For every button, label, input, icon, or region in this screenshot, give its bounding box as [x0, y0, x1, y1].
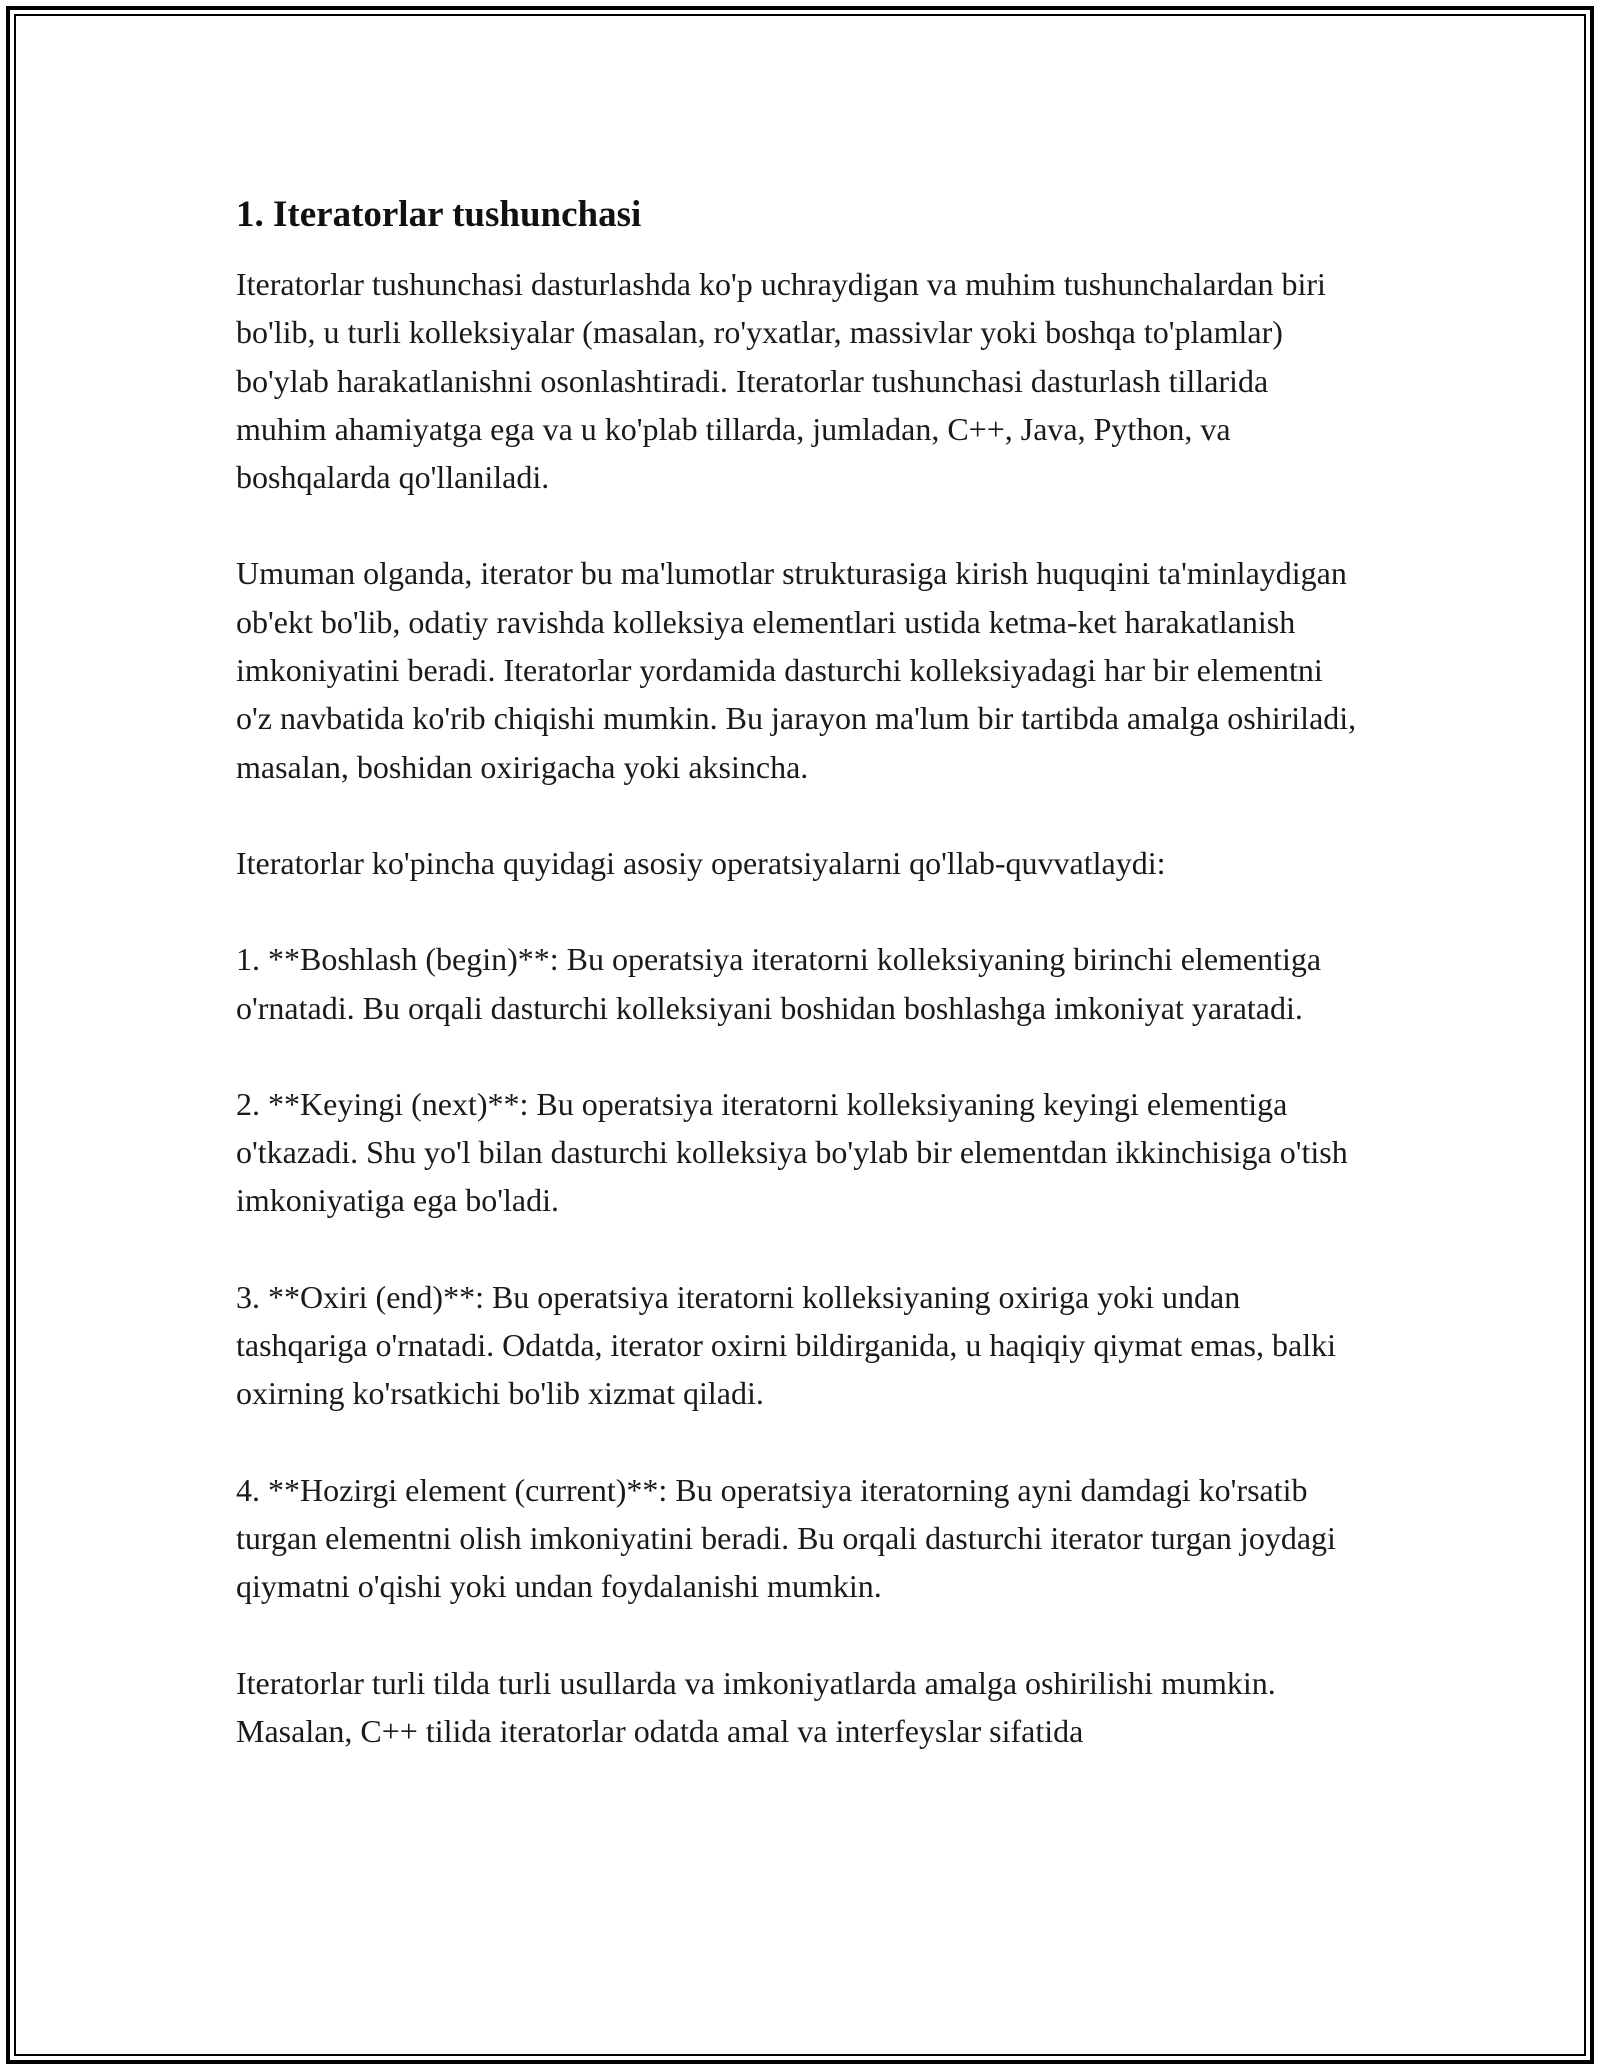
list-item-end: 3. **Oxiri (end)**: Bu operatsiya iteratorni kolleksiyaning oxiriga yoki undan tashqariga o'rnatadi. Odatda, iterator oxirni bildirganida, u haqiqiy qiymat emas, balki oxirning ko'rsatkichi bo'lib xizmat qiladi. [236, 1278, 1336, 1412]
paragraph-operations-intro: Iteratorlar ko'pincha quyidagi asosiy operatsiyalarni qo'llab-quvvatlaydi: [236, 844, 1166, 881]
document-body [236, 190, 1366, 1803]
paragraph-intro: Iteratorlar tushunchasi dasturlashda ko'p uchraydigan va muhim tushunchalardan biri bo'lib, u turli kolleksiyalar (masalan, ro'yxatlar, massivlar yoki boshqa to'plamlar) bo'ylab harakatlanishni osonlashtiradi. Iteratorlar tushunchasi dasturlash tillarida muhim ahamiyatga ega va u ko'plab tillarda, jumladan, C++, Java, Python, va boshqalarda qo'llaniladi. [236, 266, 1326, 496]
paragraph-languages: Iteratorlar turli tilda turli usullarda va imkoniyatlarda amalga oshirilishi mumkin. Masalan, C++ tilida iteratorlar odatda amal va interfeyslar sifatida [236, 1664, 1276, 1749]
list-item-next: 2. **Keyingi (next)**: Bu operatsiya iteratorni kolleksiyaning keyingi elementiga o'tkazadi. Shu yo'l bilan dasturchi kolleksiya bo'ylab bir elementdan ikkinchisiga o'tish imkoniyatiga ega bo'ladi. [236, 1085, 1348, 1219]
list-item-begin: 1. **Boshlash (begin)**: Bu operatsiya iteratorni kolleksiyaning birinchi elementiga o'rnatadi. Bu orqali dasturchi kolleksiyani boshidan boshlashga imkoniyat yaratadi. [236, 941, 1322, 1026]
section-heading: 1. Iteratorlar tushunchasi [236, 194, 642, 235]
list-item-current: 4. **Hozirgi element (current)**: Bu operatsiya iteratorning ayni damdagi ko'rsatib turgan elementni olish imkoniyatini beradi. Bu orqali dasturchi iterator turgan joydagi qiymatni o'qishi yoki undan foydalanishi mumkin. [236, 1471, 1336, 1605]
paragraph-definition: Umuman olganda, iterator bu ma'lumotlar strukturasiga kirish huquqini ta'minlaydigan ob'ekt bo'lib, odatiy ravishda kolleksiya elementlari ustida ketma-ket harakatlanish imkoniyatini beradi. Iteratorlar yordamida dasturchi kolleksiyadagi har bir elementni o'z navbatida ko'rib chiqishi mumkin. Bu jarayon ma'lum bir tartibda amalga oshiriladi, masalan, boshidan oxirigacha yoki aksincha. [236, 555, 1357, 785]
